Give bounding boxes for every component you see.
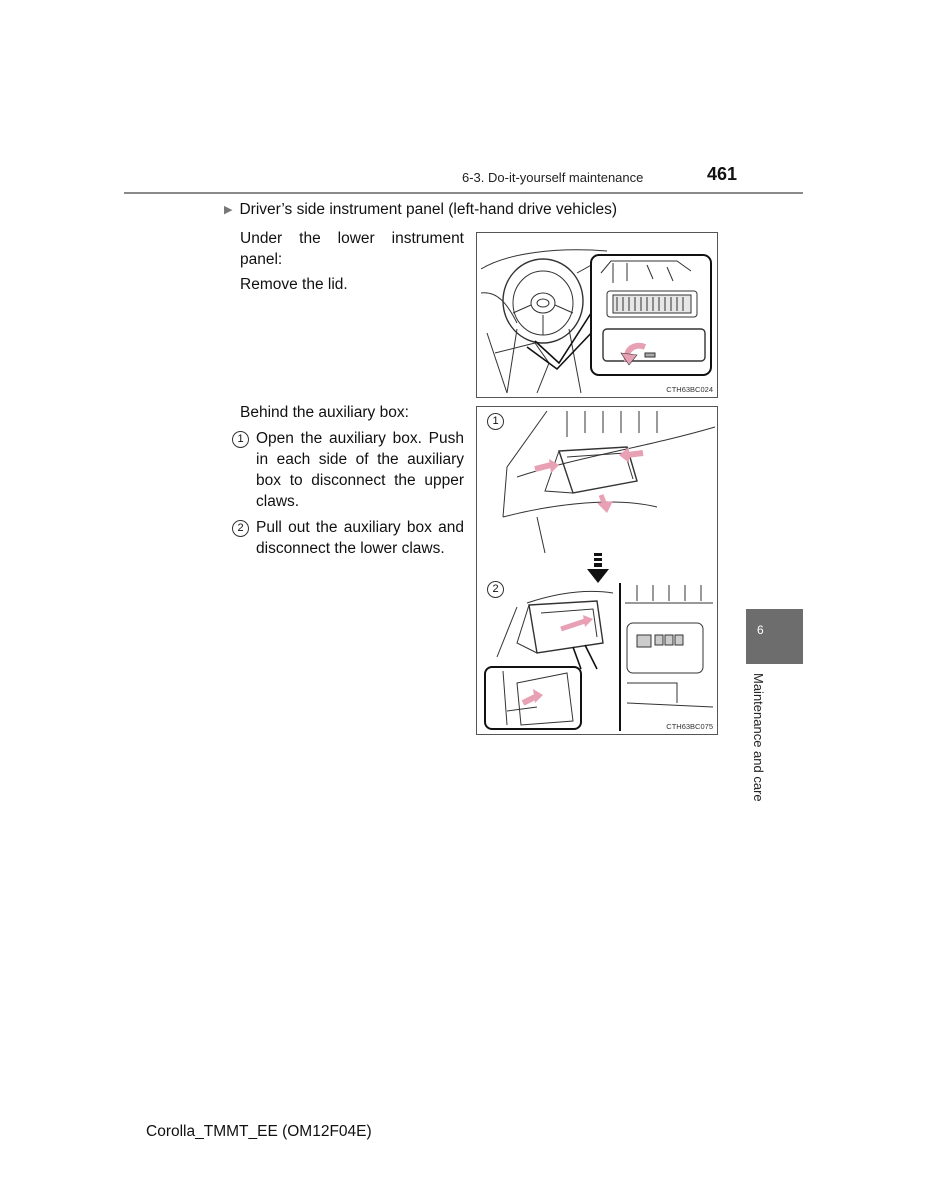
figure-auxiliary-box — [476, 406, 718, 735]
instruction-behind-box: Behind the auxiliary box: — [240, 404, 409, 421]
instruction-under-panel: Under the lower instrument panel: — [240, 230, 464, 268]
instruction-remove-lid: Remove the lid. — [240, 276, 348, 293]
figure-step-1-marker: 1 — [487, 413, 504, 430]
figure-code-1: CTH63BC024 — [666, 385, 713, 394]
bullet-heading-text: Driver’s side instrument panel (left-hand drive vehicles) — [239, 201, 618, 218]
step-1 — [232, 428, 464, 512]
bullet-heading — [224, 201, 617, 219]
figure-code-2: CTH63BC075 — [666, 722, 713, 731]
figure-step-2-marker: 2 — [487, 581, 504, 598]
page-number: 461 — [707, 164, 738, 184]
chapter-number: 6 — [757, 623, 764, 637]
step-2 — [232, 517, 464, 559]
footer-model-text: Corolla_TMMT_EE (OM12F04E) — [146, 1123, 372, 1140]
figure-instrument-panel-lid — [476, 232, 718, 398]
step-1-text: Open the auxiliary box. Push in each side of the auxiliary box to disconnect the upper claws. — [256, 430, 464, 510]
chapter-tab — [746, 609, 803, 664]
chapter-title: Maintenance and care — [751, 673, 766, 802]
instrument-panel-illustration — [477, 233, 717, 397]
header-divider — [124, 192, 803, 194]
section-title: 6-3. Do-it-yourself maintenance — [462, 170, 644, 185]
auxiliary-box-illustration — [477, 407, 717, 734]
step-2-number: 2 — [232, 520, 249, 537]
step-1-number: 1 — [232, 431, 249, 448]
triangle-bullet-icon: ▶ — [224, 204, 233, 216]
step-2-text: Pull out the auxiliary box and disconnect the lower claws. — [256, 519, 464, 557]
